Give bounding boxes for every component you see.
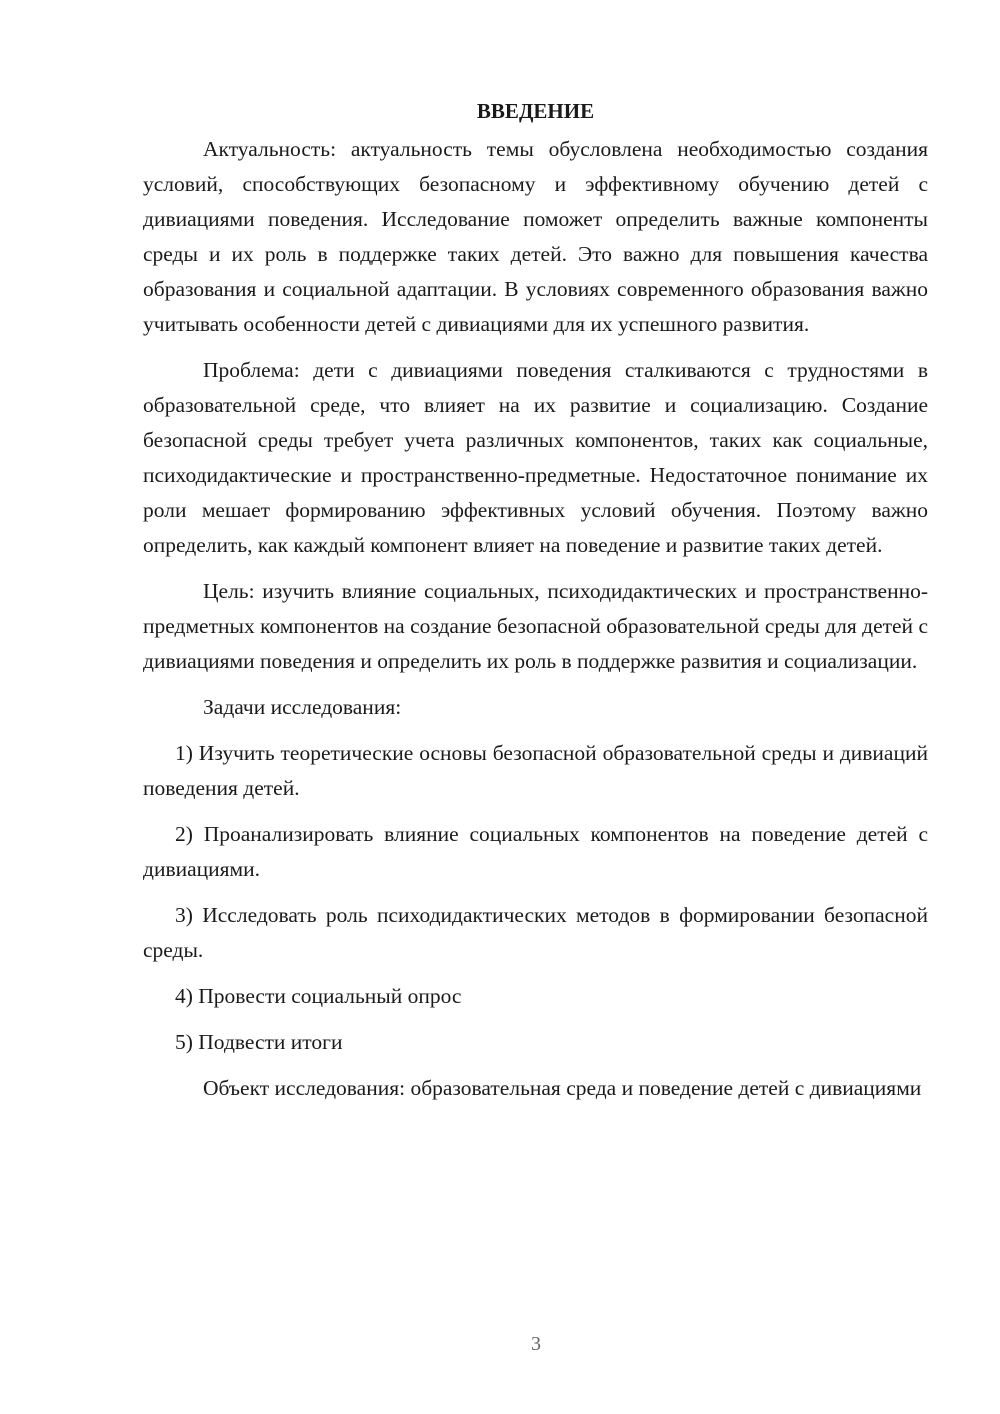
page-number: 3	[531, 1333, 541, 1355]
section-heading: ВВЕДЕНИЕ	[476, 99, 595, 123]
tasks-heading: Задачи исследования:	[203, 695, 402, 719]
relevance-paragraph: Актуальность: актуальность темы обусловлена необходимостью создания условий, способствующих безопасному и эффективному обучению детей с дивиациями поведения. Исследование поможет определить важные компоненты среды и их роль в поддержке таких детей. Это важно для повышения качества образования и социальной адаптации. В условиях современного образования важно учитывать особенности детей с дивиациями для их успешного развития.	[143, 137, 928, 336]
problem-paragraph: Проблема: дети с дивиациями поведения сталкиваются с трудностями в образовательной среде, что влияет на их развитие и социализацию. Создание безопасной среды требует учета различных компонентов, таких как социальные, психодидактические и пространственно-предметные. Недостаточное понимание их роли мешает формированию эффективных условий обучения. Поэтому важно определить, как каждый компонент влияет на поведение и развитие таких детей.	[143, 358, 928, 557]
task-item-3: 3) Исследовать роль психодидактических методов в формировании безопасной среды.	[143, 903, 928, 962]
object-paragraph: Объект исследования: образовательная среда и поведение детей с дивиациями	[203, 1076, 922, 1100]
document-page	[143, 96, 928, 1117]
task-item-2: 2) Проанализировать влияние социальных компонентов на поведение детей с дивиациями.	[143, 822, 928, 881]
task-item-5: 5) Подвести итоги	[175, 1030, 343, 1054]
task-item-4: 4) Провести социальный опрос	[175, 984, 462, 1008]
goal-paragraph: Цель: изучить влияние социальных, психодидактических и пространственно-предметных компонентов на создание безопасной образовательной среды для детей с дивиациями поведения и определить их роль в поддержке развития и социализации.	[143, 579, 928, 673]
task-item-1: 1) Изучить теоретические основы безопасной образовательной среды и дивиаций поведения детей.	[143, 741, 928, 800]
